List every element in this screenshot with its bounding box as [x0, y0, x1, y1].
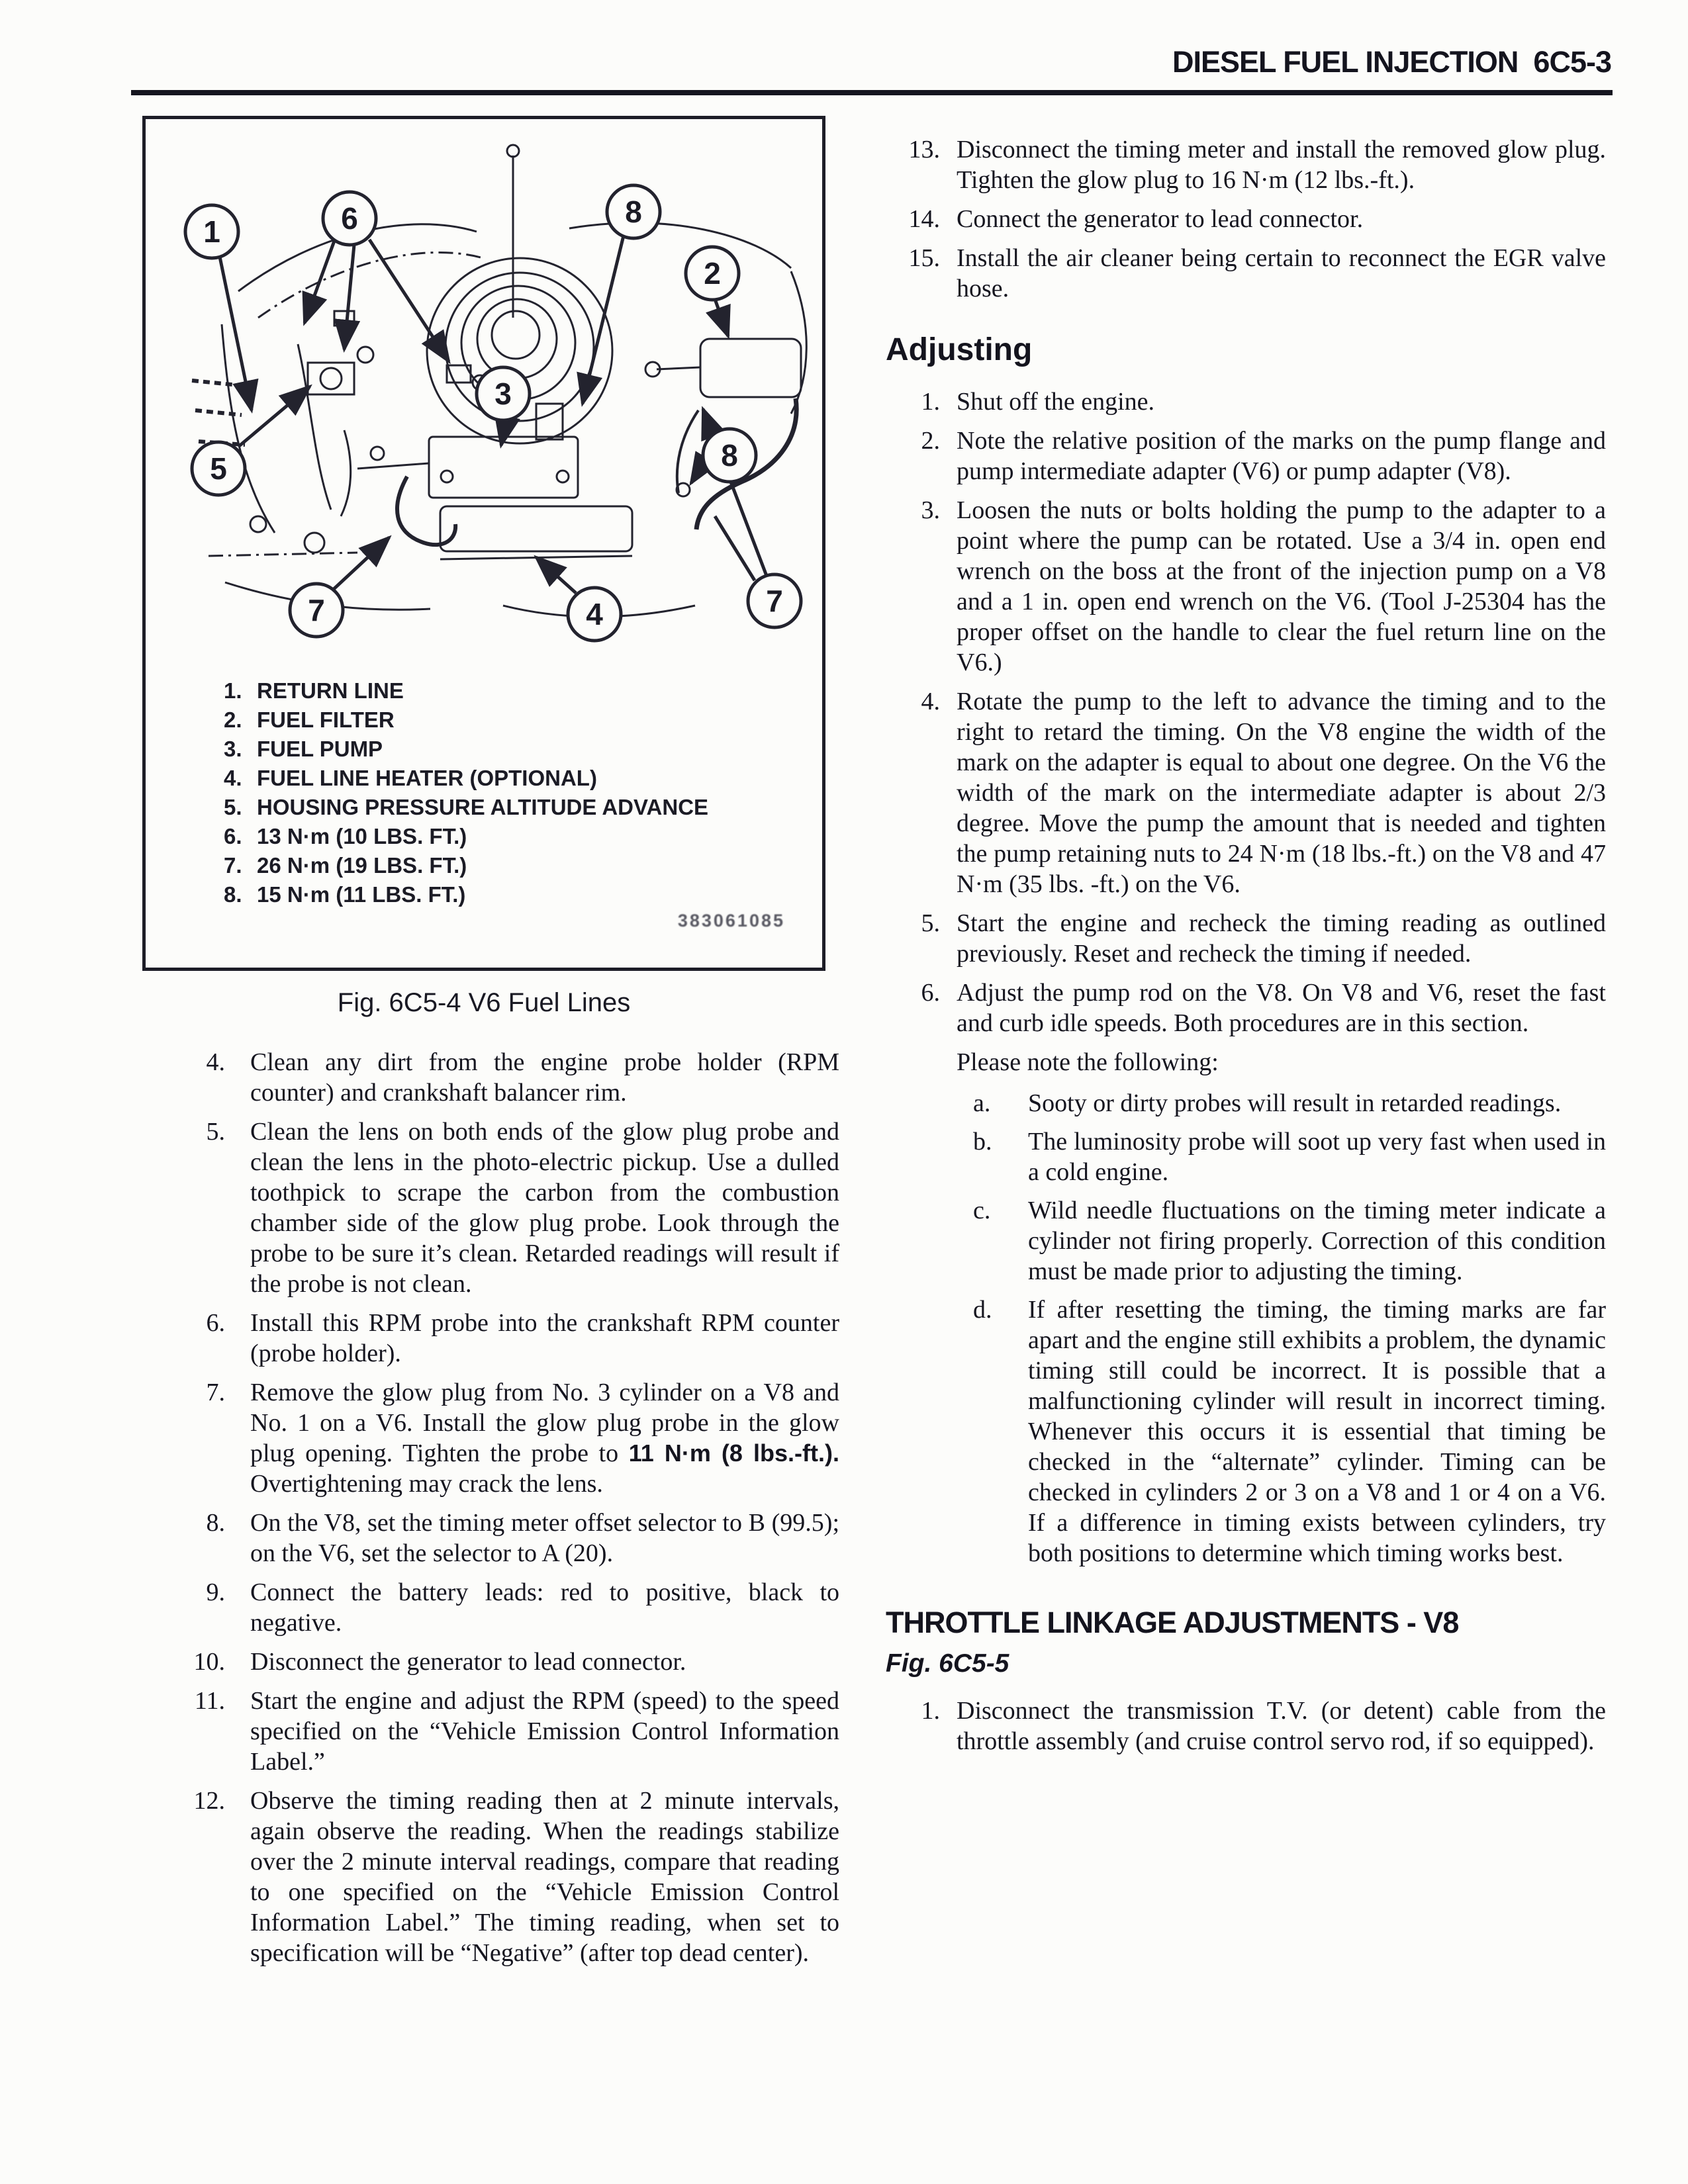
step-number: 1. [921, 1697, 940, 1725]
legend-number: 4. [224, 766, 242, 790]
callout-3: 3 [494, 377, 512, 411]
legend-number: 5. [224, 795, 242, 819]
step-item [886, 426, 1606, 486]
step-number: 5. [206, 1118, 225, 1146]
left-step-list [172, 1047, 839, 1968]
step-item [886, 908, 1606, 969]
callout-1: 1 [203, 214, 220, 249]
step-item [886, 686, 1606, 899]
legend-label: 15 N·m (11 LBS. FT.) [257, 882, 466, 907]
section-heading-throttle: THROTTLE LINKAGE ADJUSTMENTS - V8 [886, 1606, 1459, 1639]
figure-caption: Fig. 6C5-4 V6 Fuel Lines [337, 988, 631, 1017]
step-text: Install this RPM probe into the crankshaft RPM counter (probe holder). [250, 1309, 839, 1367]
callout-6: 6 [341, 201, 358, 236]
note-letter: c. [973, 1197, 991, 1224]
note-letter: a. [973, 1089, 991, 1117]
step-text: On the V8, set the timing meter offset selector to B (99.5); on the V6, set the selector to A (20). [250, 1509, 839, 1567]
note-item [973, 1126, 1606, 1187]
note-letter: d. [973, 1296, 992, 1324]
right-column [886, 134, 1606, 1765]
legend-label: FUEL FILTER [257, 707, 395, 732]
legend-number: 1. [224, 678, 242, 703]
step-text: Disconnect the transmission T.V. (or detent) cable from the throttle assembly (and cruise control servo rod, if so equipped). [957, 1697, 1606, 1755]
header-page-number: 6C5-3 [1533, 45, 1611, 79]
step-item [886, 1696, 1606, 1756]
step-number: 4. [206, 1048, 225, 1076]
note-item [973, 1195, 1606, 1287]
step-text: Start the engine and recheck the timing reading as outlined previously. Reset and recheck the timing if needed. [957, 909, 1606, 968]
step-text: Observe the timing reading then at 2 minute intervals, again observe the reading. When the readings stabilize over the 2 minute interval readings, compare that reading to one specified on the “Vehicle Emission Control Information Label.” The timing reading, when set to specification will be “Negative” (after top dead center). [250, 1787, 839, 1967]
step-item [172, 1647, 839, 1677]
note-text: Sooty or dirty probes will result in retarded readings. [1028, 1089, 1562, 1117]
step-item [172, 1786, 839, 1968]
step-text: Clean the lens on both ends of the glow plug probe and clean the lens in the photo-electric pickup. Use a dulled toothpick to scrape the carbon from the combustion chamber side of the glow plug probe. Look through the probe to be sure it’s clean. Retarded readings will result if the probe is not clean. [250, 1118, 839, 1298]
step-number: 4. [921, 688, 940, 715]
step-number: 1. [921, 388, 940, 416]
step-text: Disconnect the generator to lead connector. [250, 1648, 686, 1676]
callout-7-right: 7 [766, 584, 783, 618]
step-text: Connect the generator to lead connector. [957, 205, 1364, 233]
step-text: Note the relative position of the marks on the pump flange and pump intermediate adapter (V6) or pump adapter (V8). [957, 427, 1606, 485]
note-text: The luminosity probe will soot up very fast when used in a cold engine. [1028, 1128, 1606, 1186]
step-item [886, 495, 1606, 678]
step-number: 2. [921, 427, 940, 455]
figure-reference: Fig. 6C5-5 [886, 1649, 1009, 1678]
step-text: Disconnect the timing meter and install the removed glow plug. Tighten the glow plug to 16 N·m (12 lbs.-ft.). [957, 136, 1606, 194]
callout-4: 4 [586, 597, 603, 631]
step-number: 11. [194, 1687, 225, 1715]
legend-label: HOUSING PRESSURE ALTITUDE ADVANCE [257, 795, 709, 819]
step-number: 8. [206, 1509, 225, 1537]
torque-spec-bold: 11 N·m (8 lbs.-ft.). [628, 1439, 839, 1467]
step-number: 7. [206, 1379, 225, 1406]
legend-number: 6. [224, 824, 242, 848]
legend-number: 7. [224, 853, 242, 878]
legend-item [224, 676, 708, 705]
step-item [886, 978, 1606, 1038]
callout-8-top: 8 [625, 195, 642, 229]
step-item [172, 1508, 839, 1569]
callout-5: 5 [210, 451, 227, 486]
note-text: Wild needle fluctuations on the timing meter indicate a cylinder not firing properly. Correction of this condition must be made prior to adjusting the timing. [1028, 1197, 1606, 1285]
header-section-title: DIESEL FUEL INJECTION [1172, 45, 1519, 79]
legend-label: 26 N·m (19 LBS. FT.) [257, 853, 467, 878]
step-number: 5. [921, 909, 940, 937]
legend-label: FUEL PUMP [257, 737, 383, 761]
legend-item [224, 735, 708, 764]
figure-stamp-id: 383061085 [677, 911, 785, 931]
page-header [1172, 45, 1611, 79]
step-item [172, 1116, 839, 1299]
step-item [172, 1377, 839, 1499]
legend-item [224, 764, 708, 793]
figure-legend [224, 676, 708, 909]
step-item [886, 134, 1606, 195]
step-text-post: Overtightening may crack the lens. [250, 1470, 603, 1498]
header-rule [131, 90, 1613, 95]
step-item [172, 1577, 839, 1638]
legend-label: RETURN LINE [257, 678, 404, 703]
step-text: Rotate the pump to the left to advance the timing and to the right to retard the timing. On the V8 engine the width of the mark on the adapter is equal to about one degree. On the V6 the width of the mark on the intermediate adapter is about 2/3 degree. Move the pump the amount that is needed and tighten the pump retaining nuts to 24 N·m (18 lbs.-ft.) on the V8 and 47 N·m (35 lbs. -ft.) on the V6. [957, 688, 1606, 898]
step-number: 12. [193, 1787, 225, 1815]
legend-item [224, 793, 708, 822]
legend-label: 13 N·m (10 LBS. FT.) [257, 824, 467, 848]
step-number: 9. [206, 1578, 225, 1606]
step-item [886, 204, 1606, 234]
legend-label: FUEL LINE HEATER (OPTIONAL) [257, 766, 597, 790]
step-number: 6. [921, 979, 940, 1007]
step-text: Connect the battery leads: red to positive, black to negative. [250, 1578, 839, 1637]
step-item [172, 1047, 839, 1108]
step-number: 6. [206, 1309, 225, 1337]
step-number: 10. [193, 1648, 225, 1676]
step-text: Install the air cleaner being certain to reconnect the EGR valve hose. [957, 244, 1606, 302]
legend-number: 2. [224, 707, 242, 732]
step-text: Clean any dirt from the engine probe holder (RPM counter) and crankshaft balancer rim. [250, 1048, 839, 1107]
step-text: Loosen the nuts or bolts holding the pump to the adapter to a point where the pump can be rotated. Use a 3/4 in. open end wrench on the boss at the front of the injection pump on a V8 and a 1 in. open end wrench on the V6. (Tool J-25304 has the proper offset on the handle to clear the fuel return line on the V6.) [957, 496, 1606, 676]
engine-line-art [146, 119, 822, 649]
step-item [172, 1308, 839, 1369]
figure-box [142, 116, 825, 971]
note-intro: Please note the following: [957, 1048, 1219, 1076]
step-number: 14. [908, 205, 940, 233]
legend-item [224, 705, 708, 735]
legend-number: 3. [224, 737, 242, 761]
note-item [973, 1088, 1606, 1118]
note-letter: b. [973, 1128, 992, 1156]
left-column [142, 116, 841, 1977]
callout-8-right: 8 [721, 438, 738, 473]
step-text-pre: Remove the glow plug from No. 3 cylinder on a V8 and No. 1 on a V6. Install the glow plug probe in the glow plug opening. Tighten the probe to [250, 1379, 839, 1467]
step-text: Adjust the pump rod on the V8. On V8 and V6, reset the fast and curb idle speeds. Both procedures are in this section. [957, 979, 1606, 1037]
callout-2: 2 [704, 256, 721, 291]
step-item [886, 243, 1606, 304]
step-text [250, 1377, 839, 1499]
legend-number: 8. [224, 882, 242, 907]
step-item [886, 387, 1606, 417]
note-item [973, 1295, 1606, 1569]
legend-item [224, 851, 708, 880]
note-text: If after resetting the timing, the timing marks are far apart and the engine still exhibits a problem, the dynamic timing still could be incorrect. It is possible that a malfunctioning cylinder will result in incorrect timing. Whenever this occurs it is essential that timing be checked in the “alternate” cylinder. Timing can be checked in cylinders 2 or 3 on a V8 and 1 or 4 on a V6. If a difference in timing exists between cylinders, try both positions to determine which timing works best. [1028, 1296, 1606, 1567]
legend-item [224, 880, 708, 909]
step-text: Start the engine and adjust the RPM (speed) to the speed specified on the “Vehicle Emission Control Information Label.” [250, 1687, 839, 1776]
step-item [172, 1686, 839, 1777]
step-number: 13. [908, 136, 940, 163]
step-number: 15. [908, 244, 940, 272]
section-heading-adjusting: Adjusting [886, 332, 1033, 367]
callout-7-left: 7 [308, 593, 325, 627]
legend-item [224, 822, 708, 851]
step-text: Shut off the engine. [957, 388, 1155, 416]
step-number: 3. [921, 496, 940, 524]
